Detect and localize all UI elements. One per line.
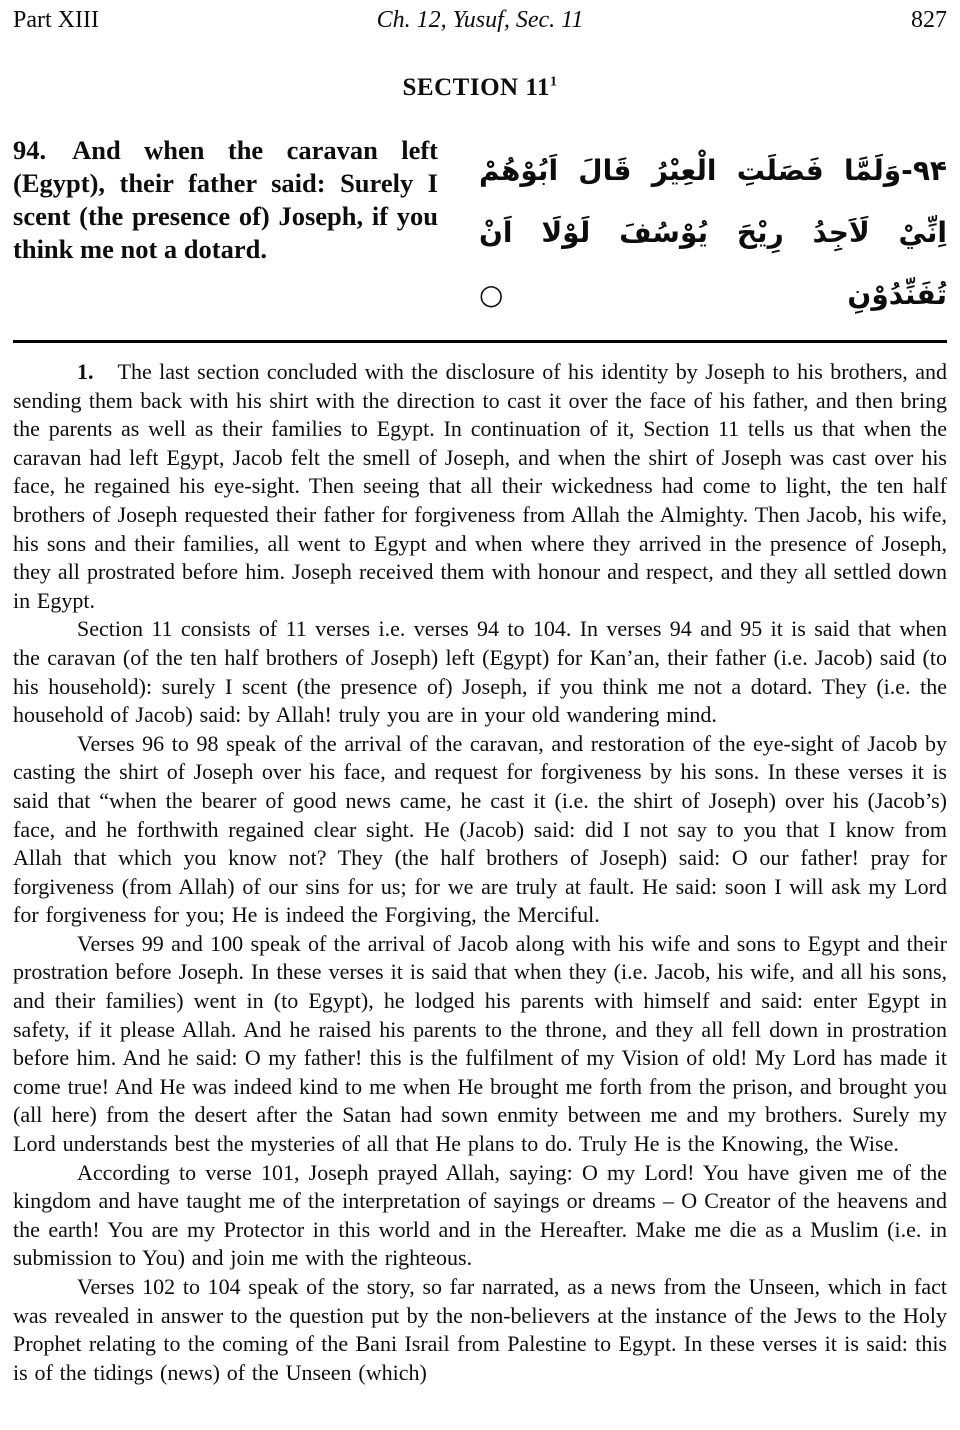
commentary-paragraph: Verses 96 to 98 speak of the arrival of the caravan, and restoration of the eye-sight of Jacob by casting the shirt of Joseph over his face, and request for forgiveness by his sons. In these verses it is said that “when the bearer of good news came, he cast it (i.e. the shirt of Joseph) over his (Jacob’s) face, and he forthwith regained clear sight. He (Jacob) said: did I not say to you that I know from Allah that which you know not? They (the half brothers of Joseph) said: O our father! pray for forgiveness (from Allah) of our sins for us; for we are truly at fault. He said: soon I will ask my Lord for forgiveness for you; He is indeed the Forgiving, the Merciful. [13, 730, 947, 928]
commentary-paragraph: According to verse 101, Joseph prayed Allah, saying: O my Lord! You have given me of the kingdom and have taught me of the interpretation of sayings or dreams – O Creator of the heavens and the earth! You are my Protector in this world and in the Hereafter. Make me die as a Muslim (i.e. in submission to You) and join me with the righteous. [13, 1159, 947, 1271]
verse-translation [13, 134, 438, 266]
footnote-number: 1. [77, 359, 94, 384]
commentary-paragraph: Verses 99 and 100 speak of the arrival of Jacob along with his wife and sons to Egypt and their prostration before Joseph. In these verses it is said that when they (i.e. Jacob, his wife, and all his sons, and their families) went in (to Egypt), he lodged his parents with himself and said: enter Egypt in safety, if it please Allah. And he raised his parents to the throne, and they all fell down in prostration before him. And he said: O my father! this is the fulfilment of my Vision of old! My Lord has made it come true! And He was indeed kind to me when He brought me forth from the prison, and brought you (all here) from the desert after the Satan had sown enmity between me and my brothers. Surely my Lord understands best the mysteries of all that He plans to do. Truly He is the Knowing, the Wise. [13, 930, 947, 1157]
header-part-label: Part XIII [13, 7, 99, 33]
section-heading [13, 74, 947, 102]
verse-translation-text: And when the caravan left (Egypt), their father said: Surely I scent (the presence of) Joseph, if you think me not a dotard. [13, 135, 438, 264]
commentary-section [13, 358, 947, 1387]
section-heading-text: SECTION 11 [402, 74, 550, 101]
footnote-divider-rule [13, 340, 947, 343]
verse-block [13, 134, 947, 326]
verse-arabic-text: ۹۴-وَلَمَّا فَصَلَتِ الْعِيْرُ قَالَ اَبُوْهُمْ اِنِّيْ لَاَجِدُ رِيْحَ يُوْسُفَ لَوْلَا اَنْ تُفَنِّدُوْنِ○ [479, 154, 947, 311]
commentary-paragraph [13, 358, 947, 615]
header-page-number: 827 [911, 7, 947, 33]
header-chapter-label: Ch. 12, Yusuf, Sec. 11 [376, 7, 584, 33]
verse-number: 94. [13, 135, 47, 165]
commentary-paragraph: Section 11 consists of 11 verses i.e. verses 94 to 104. In verses 94 and 95 it is said that when the caravan (of the ten half brothers of Joseph) left (Egypt) for Kan’an, their father (i.e. Jacob) said (to his household): surely I scent (the presence of) Joseph, if you think me not a dotard. They (i.e. the household of Jacob) said: by Allah! truly you are in your old wandering mind. [13, 616, 947, 728]
running-header [13, 6, 947, 34]
commentary-paragraph: Verses 102 to 104 speak of the story, so far narrated, as a news from the Unseen, which in fact was revealed in answer to the question put by the non-believers at the instance of the Jews to the Holy Prophet relating to the coming of the Bani Israil from Palestine to Egypt. In these verses it is said: this is of the tidings (news) of the Unseen (which) [13, 1274, 947, 1385]
section-footnote-marker: 1 [549, 74, 558, 90]
commentary-paragraph-text: The last section concluded with the disclosure of his identity by Joseph to his brothers, and sending them back with his shirt with the direction to cast it over the face of his father, and then bring the parents as well as their families to Egypt. In continuation of it, Section 11 tells us that when the caravan had left Egypt, Jacob felt the smell of Joseph, and when the shirt of Joseph was cast over his face, he regained his eye-sight. Then seeing that all their wickedness had come to light, the ten half brothers of Joseph requested their father for forgiveness from Allah the Almighty. Then Jacob, his wife, his sons and their families, all went to Egypt and when where they arrived in the presence of Joseph, they all prostrated before him. Joseph received them with honour and respect, and they all settled down in Egypt. [13, 359, 947, 613]
